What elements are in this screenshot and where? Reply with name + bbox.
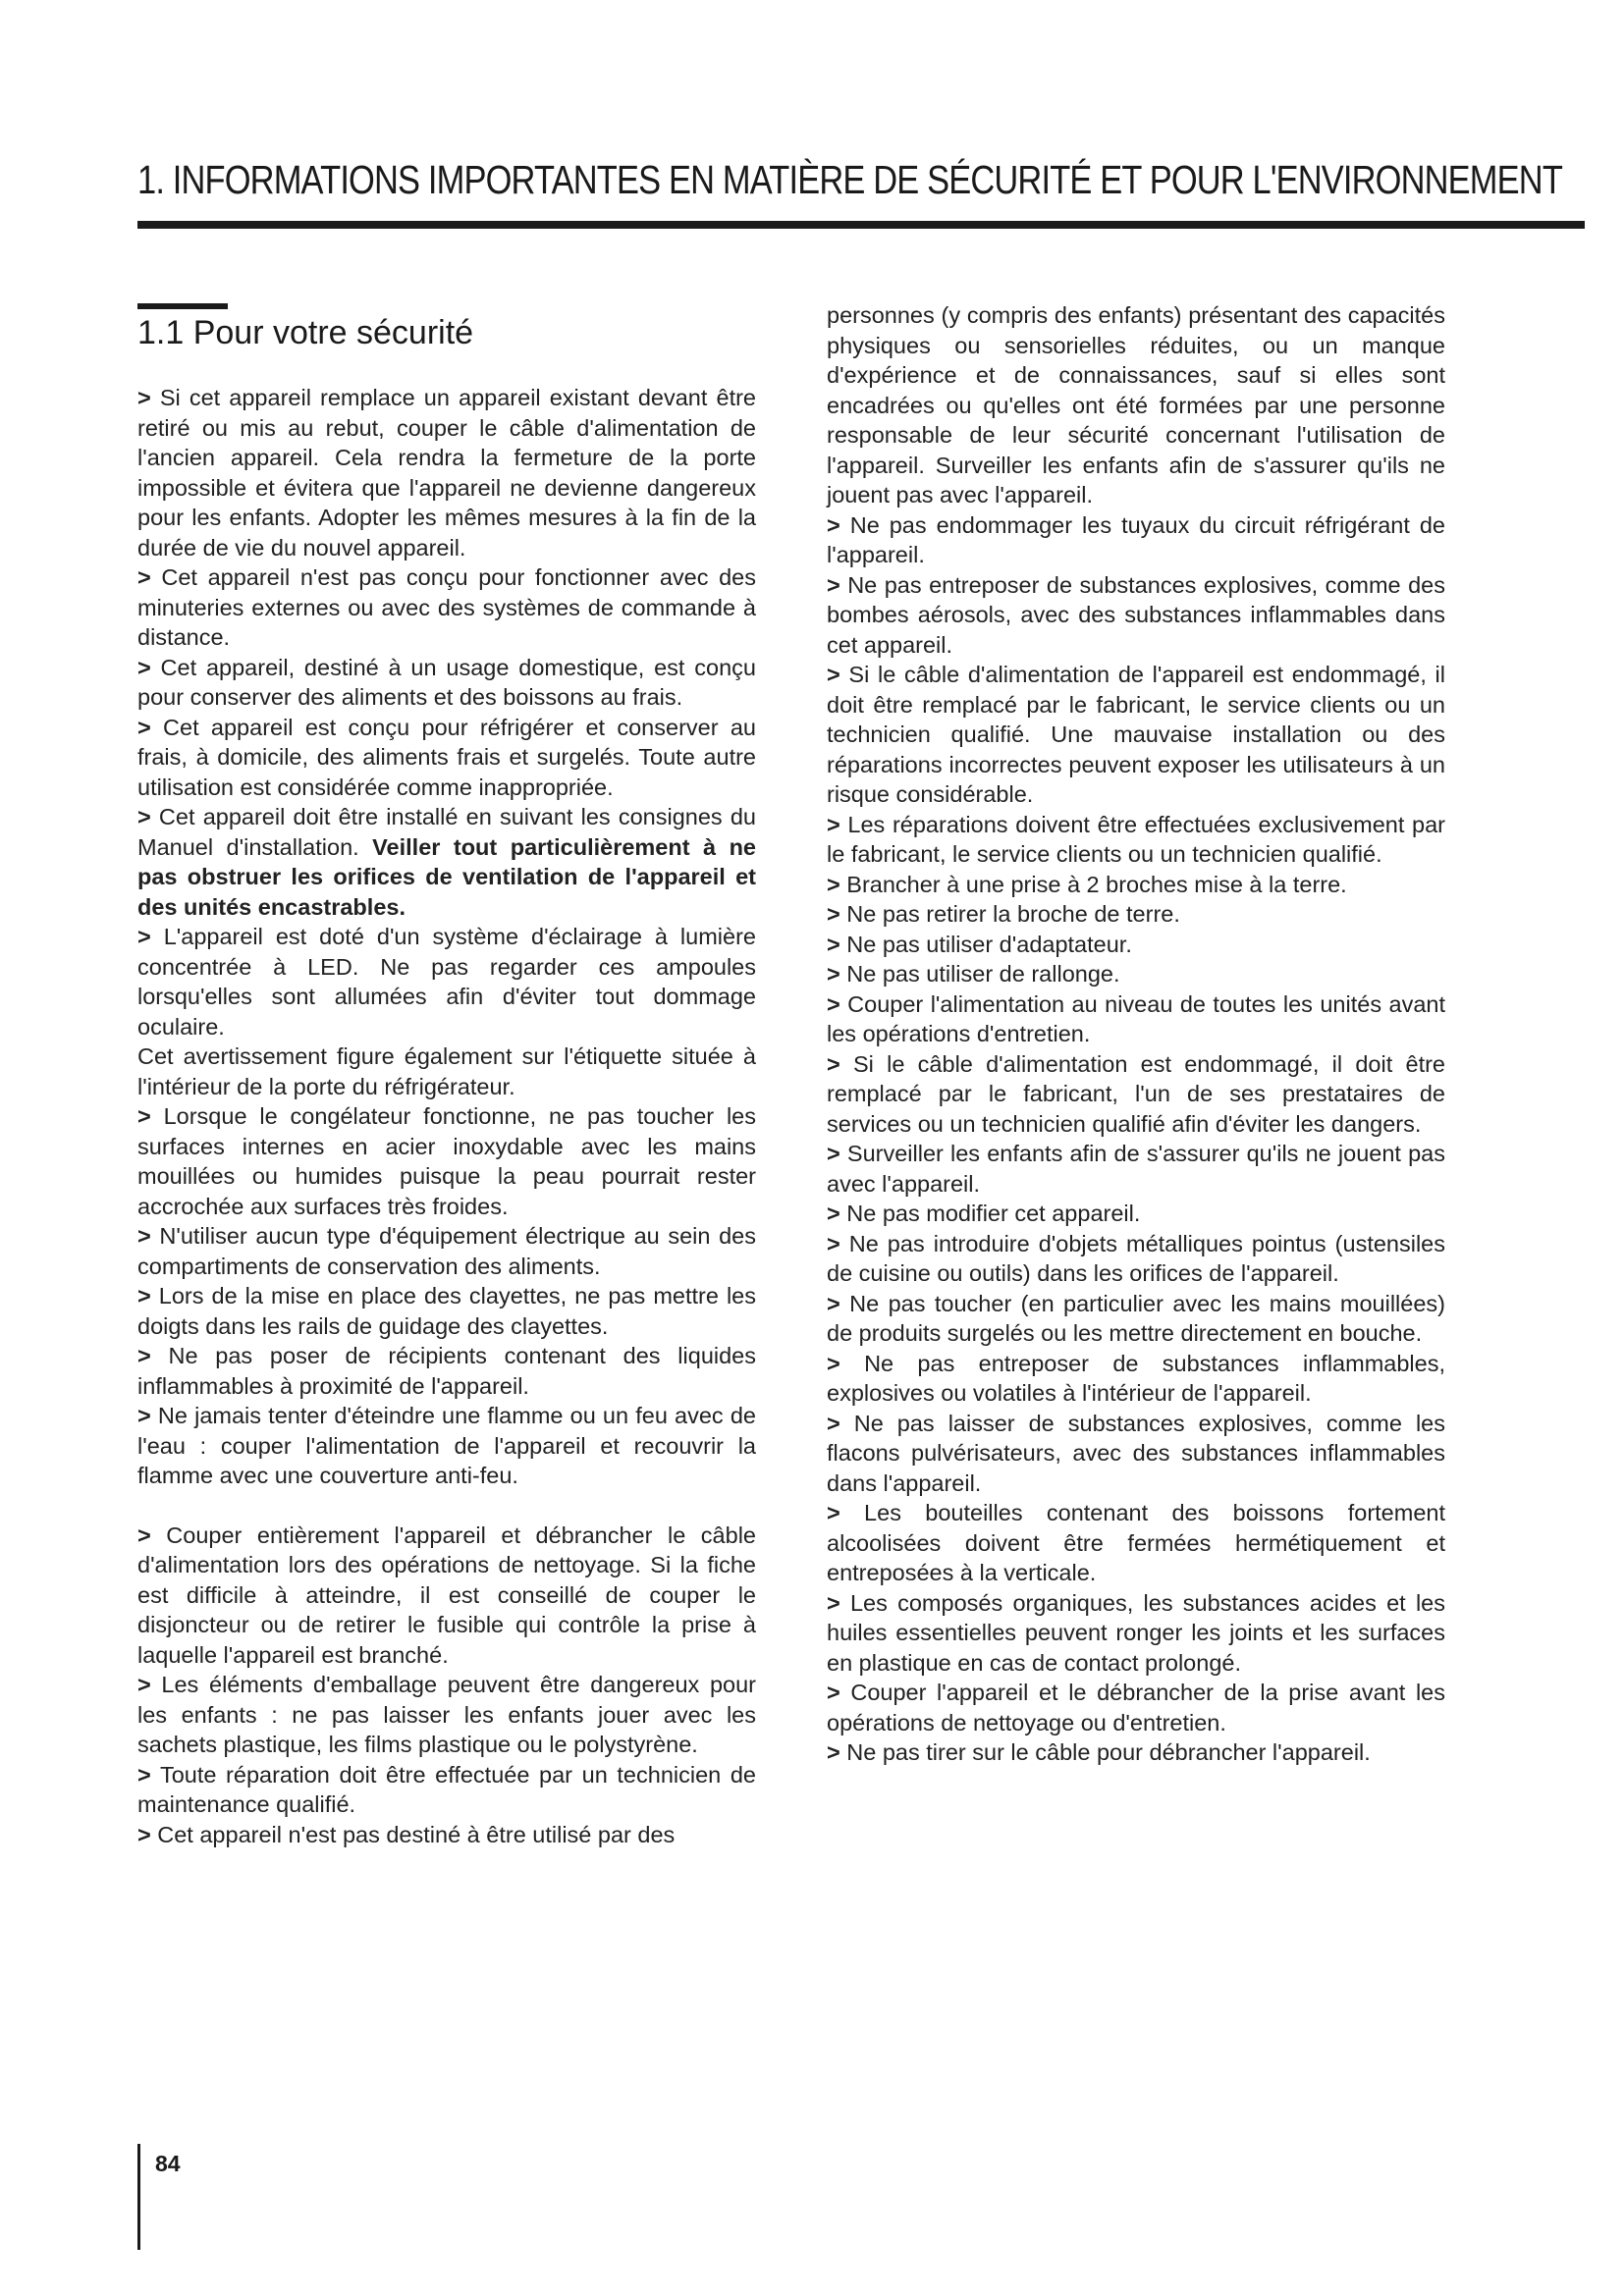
paragraph-text: Brancher à une prise à 2 broches mise à la terre. xyxy=(839,871,1347,897)
paragraph xyxy=(827,1199,1445,1229)
section-title: 1.1 Pour votre sécurité xyxy=(137,314,474,351)
paragraph xyxy=(137,922,756,1041)
bullet-arrow-icon: > xyxy=(827,1589,840,1616)
paragraph xyxy=(137,1101,756,1221)
paragraph xyxy=(827,1289,1445,1349)
bullet-arrow-icon: > xyxy=(137,1821,151,1847)
paragraph-text: Si le câble d'alimentation est endommagé, il doit être remplacé par le fabricant, l'un de ses prestataires de services ou un technicien qualifié afin d'éviter les dangers. xyxy=(827,1050,1445,1137)
bullet-arrow-icon: > xyxy=(827,1201,840,1226)
bullet-arrow-icon: > xyxy=(827,961,840,987)
paragraph xyxy=(827,1409,1445,1499)
bullet-arrow-icon: > xyxy=(137,804,151,829)
paragraph-text: Ne pas toucher (en particulier avec les mains mouillées) de produits surgelés ou les mettre directement en bouche. xyxy=(827,1290,1445,1346)
paragraph xyxy=(137,383,756,562)
paragraph xyxy=(827,930,1445,960)
bullet-arrow-icon: > xyxy=(827,901,840,927)
paragraph xyxy=(827,1049,1445,1140)
paragraph-text: Couper l'appareil et le débrancher de la prise avant les opérations de nettoyage ou d'entretien. xyxy=(827,1680,1445,1735)
paragraph-text: Si cet appareil remplace un appareil existant devant être retiré ou mis au rebut, couper le câble d'alimentation de l'ancien appareil. Cela rendra la fermeture de la porte impossible et évitera que l'appareil ne devienne dangereux pour les enfants. Adopter les mêmes mesures à la fin de la durée de vie du nouvel appareil. xyxy=(137,385,756,561)
paragraph-text: Les bouteilles contenant des boissons fortement alcoolisées doivent être fermées hermétiquement et entreposées à la verticale. xyxy=(827,1500,1445,1585)
bullet-arrow-icon: > xyxy=(827,1290,840,1316)
bullet-arrow-icon: > xyxy=(827,1739,840,1765)
bullet-arrow-icon: > xyxy=(827,990,840,1017)
paragraph xyxy=(827,1678,1445,1737)
bullet-arrow-icon: > xyxy=(827,1050,840,1077)
paragraph-bold-text: Veiller tout particulièrement à ne pas obstruer les orifices de ventilation de l'appareil et des unités encastrables. xyxy=(137,833,756,920)
paragraph xyxy=(137,1521,756,1671)
bullet-arrow-icon: > xyxy=(137,564,151,590)
bullet-arrow-icon: > xyxy=(137,1672,151,1697)
bullet-arrow-icon: > xyxy=(827,811,840,837)
paragraph xyxy=(827,899,1445,930)
paragraph xyxy=(137,1820,756,1850)
paragraph-text: Cet appareil est conçu pour réfrigérer et conserver au frais, à domicile, des aliments frais et surgelés. Toute autre utilisation est considérée comme inappropriée. xyxy=(137,714,756,800)
bullet-arrow-icon: > xyxy=(827,871,840,897)
paragraph-text: Ne pas introduire d'objets métalliques pointus (ustensiles de cuisine ou outils) dans les orifices de l'appareil. xyxy=(827,1230,1445,1286)
bullet-arrow-icon: > xyxy=(137,1103,151,1129)
paragraph-text: Ne pas retirer la broche de terre. xyxy=(839,901,1180,927)
paragraph-text: Les réparations doivent être effectuées exclusivement par le fabricant, le service clients ou un technicien qualifié. xyxy=(827,811,1445,867)
right-column xyxy=(827,300,1445,1768)
paragraph xyxy=(137,653,756,713)
paragraph xyxy=(827,870,1445,900)
paragraph-text: Les composés organiques, les substances acides et les huiles essentielles peuvent ronger les joints et les surfaces en plastique en cas de contact prolongé. xyxy=(827,1589,1445,1676)
paragraph-text: Cet appareil n'est pas conçu pour fonctionner avec des minuteries externes ou avec des systèmes de commande à distance. xyxy=(137,564,756,650)
bullet-arrow-icon: > xyxy=(827,1141,840,1166)
paragraph xyxy=(137,1760,756,1820)
paragraph-text: Ne pas entreposer de substances explosives, comme des bombes aérosols, avec des substances inflammables dans cet appareil. xyxy=(827,571,1445,658)
paragraph-text: Cet appareil, destiné à un usage domestique, est conçu pour conserver des aliments et des boissons au frais. xyxy=(137,654,756,710)
paragraph xyxy=(827,1139,1445,1199)
paragraph-text: Cet avertissement figure également sur l'étiquette située à l'intérieur de la porte du réfrigérateur. xyxy=(137,1043,756,1099)
paragraph xyxy=(137,1401,756,1491)
bullet-arrow-icon: > xyxy=(137,1761,151,1788)
paragraph-text: Ne jamais tenter d'éteindre une flamme ou un feu avec de l'eau : couper l'alimentation de l'appareil et recouvrir la flamme avec une couverture anti-feu. xyxy=(137,1403,756,1488)
paragraph-text: Lorsque le congélateur fonctionne, ne pas toucher les surfaces internes en acier inoxydable avec les mains mouillées ou humides puisque la peau pourrait rester accrochée aux surfaces très froides. xyxy=(137,1103,756,1219)
bullet-arrow-icon: > xyxy=(137,654,151,680)
page-title: 1. INFORMATIONS IMPORTANTES EN MATIÈRE DE SÉCURITÉ ET POUR L'ENVIRONNEMENT xyxy=(137,157,1563,202)
paragraph xyxy=(827,1498,1445,1588)
bullet-arrow-icon: > xyxy=(827,931,840,957)
paragraph-text: Ne pas tirer sur le câble pour débrancher l'appareil. xyxy=(839,1739,1371,1765)
paragraph-text: Cet appareil n'est pas destiné à être utilisé par des xyxy=(150,1821,676,1847)
bullet-arrow-icon: > xyxy=(137,1343,151,1368)
paragraph xyxy=(137,1221,756,1281)
paragraph xyxy=(137,1670,756,1760)
bullet-arrow-icon: > xyxy=(137,1283,151,1308)
bullet-arrow-icon: > xyxy=(827,1410,840,1436)
paragraph-text: L'appareil est doté d'un système d'éclairage à lumière concentrée à LED. Ne pas regarder ces ampoules lorsqu'elles sont allumées afin d'éviter tout dommage oculaire. xyxy=(137,924,756,1040)
paragraph-text: personnes (y compris des enfants) présentant des capacités physiques ou sensorielles réduites, ou un manque d'expérience et de connaissances, sauf si elles sont encadrées ou qu'elles ont été formées par une personne responsable de leur sécurité concernant l'utilisation de l'appareil. Surveiller les enfants afin de s'assurer qu'ils ne jouent pas avec l'appareil. xyxy=(827,302,1445,507)
page-number: 84 xyxy=(155,2151,181,2176)
bullet-arrow-icon: > xyxy=(137,385,151,410)
paragraph-text: Ne pas entreposer de substances inflammables, explosives ou volatiles à l'intérieur de l'appareil. xyxy=(827,1350,1445,1406)
paragraph xyxy=(827,810,1445,870)
paragraph xyxy=(827,1229,1445,1289)
paragraph xyxy=(137,1341,756,1401)
paragraph-text: Lors de la mise en place des clayettes, ne pas mettre les doigts dans les rails de guidage des clayettes. xyxy=(137,1283,756,1339)
paragraph xyxy=(827,959,1445,989)
paragraph-text: Ne pas utiliser de rallonge. xyxy=(839,961,1120,987)
bullet-arrow-icon: > xyxy=(827,1680,840,1705)
paragraph xyxy=(137,1041,756,1101)
paragraph-text: Toute réparation doit être effectuée par un technicien de maintenance qualifié. xyxy=(137,1761,756,1817)
paragraph xyxy=(827,1588,1445,1679)
paragraph xyxy=(137,562,756,653)
bullet-arrow-icon: > xyxy=(827,511,840,538)
bullet-arrow-icon: > xyxy=(137,1223,151,1249)
paragraph-text: N'utiliser aucun type d'équipement électrique au sein des compartiments de conservation des aliments. xyxy=(137,1223,756,1279)
bullet-arrow-icon: > xyxy=(827,1350,840,1376)
bullet-arrow-icon: > xyxy=(137,924,151,949)
paragraph-text: Surveiller les enfants afin de s'assurer qu'ils ne jouent pas avec l'appareil. xyxy=(827,1141,1445,1197)
paragraph xyxy=(137,802,756,922)
paragraph-text: Ne pas poser de récipients contenant des liquides inflammables à proximité de l'appareil. xyxy=(137,1343,756,1399)
paragraph-text: Couper entièrement l'appareil et débrancher le câble d'alimentation lors des opérations de nettoyage. Si la fiche est difficile à atteindre, il est conseillé de couper le disjoncteur ou de retirer le fusible qui contrôle la prise à laquelle l'appareil est branché. xyxy=(137,1522,756,1668)
footer-rule xyxy=(137,2144,140,2250)
bullet-arrow-icon: > xyxy=(137,1522,151,1548)
bullet-arrow-icon: > xyxy=(137,714,151,740)
paragraph-text: Ne pas utiliser d'adaptateur. xyxy=(839,931,1132,957)
paragraph-text: Les éléments d'emballage peuvent être dangereux pour les enfants : ne pas laisser les enfants jouer avec les sachets plastique, les films plastique ou le polystyrène. xyxy=(137,1672,756,1757)
left-column xyxy=(137,383,756,1849)
paragraph-text: Couper l'alimentation au niveau de toutes les unités avant les opérations d'entretien. xyxy=(827,990,1445,1046)
paragraph xyxy=(827,1737,1445,1768)
paragraph-text: Cet appareil doit être installé en suivant les consignes du Manuel d'installation. xyxy=(137,804,756,860)
paragraph xyxy=(827,300,1445,510)
paragraph xyxy=(827,660,1445,810)
paragraph-text: Ne pas endommager les tuyaux du circuit réfrigérant de l'appareil. xyxy=(827,511,1445,567)
paragraph-text: Ne pas laisser de substances explosives, comme les flacons pulvérisateurs, avec des substances inflammables dans l'appareil. xyxy=(827,1410,1445,1496)
bullet-arrow-icon: > xyxy=(827,1500,840,1525)
bullet-arrow-icon: > xyxy=(827,571,840,598)
paragraph xyxy=(827,989,1445,1049)
paragraph xyxy=(827,1349,1445,1409)
paragraph xyxy=(827,570,1445,661)
paragraph xyxy=(137,1281,756,1341)
paragraph-text: Ne pas modifier cet appareil. xyxy=(839,1201,1141,1226)
bullet-arrow-icon: > xyxy=(137,1403,151,1428)
title-rule xyxy=(137,221,1585,229)
bullet-arrow-icon: > xyxy=(827,1230,840,1256)
bullet-arrow-icon: > xyxy=(827,662,840,687)
paragraph xyxy=(827,510,1445,570)
paragraph-text: Si le câble d'alimentation de l'appareil est endommagé, il doit être remplacé par le fabricant, le service clients ou un technicien qualifié. Une mauvaise installation ou des réparations incorrectes peuvent exposer les utilisateurs à un risque considérable. xyxy=(827,662,1445,807)
paragraph xyxy=(137,713,756,803)
